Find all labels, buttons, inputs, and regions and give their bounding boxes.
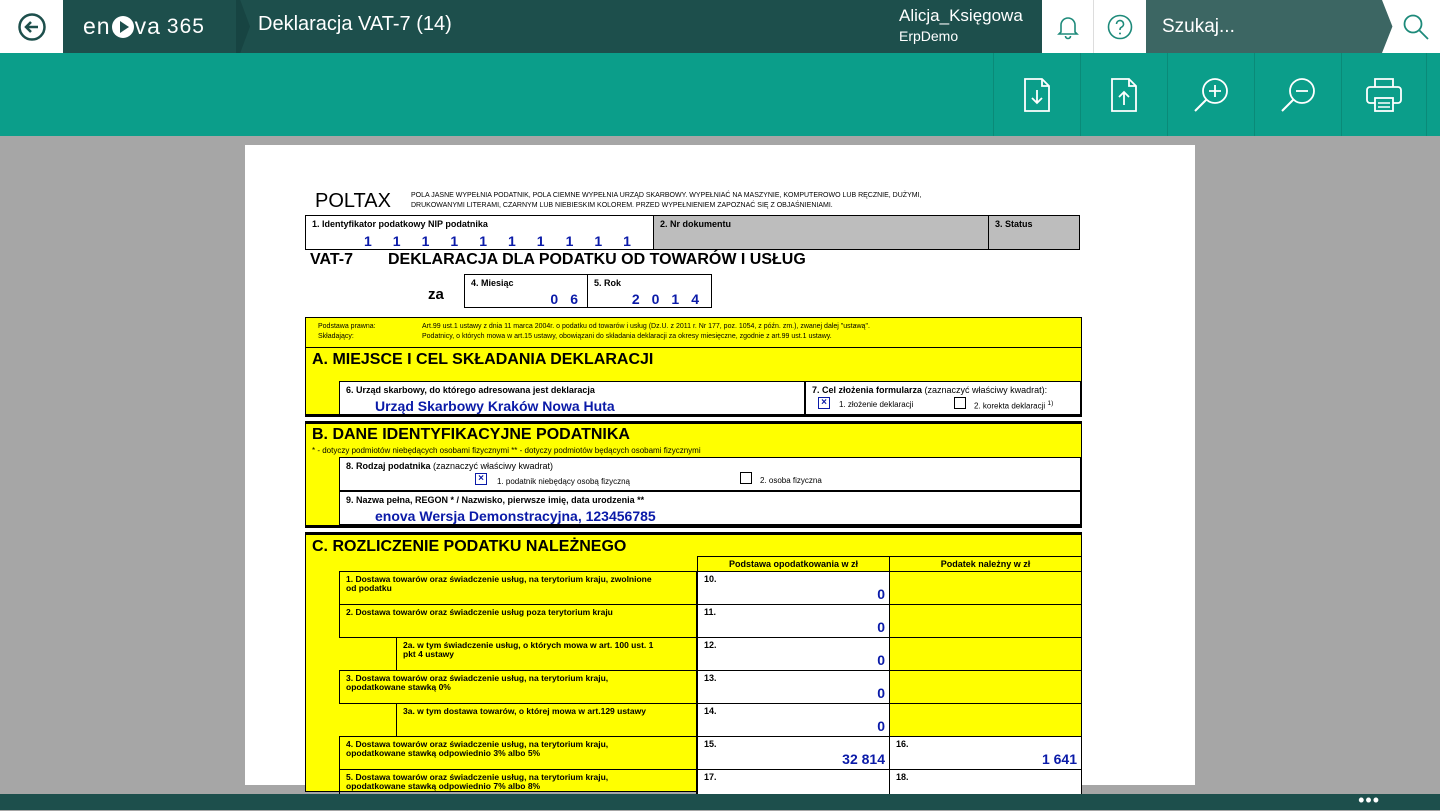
zoom-in-icon: [1192, 76, 1230, 114]
back-arrow-icon: [17, 12, 47, 42]
period-label: za: [428, 286, 444, 303]
app-bar: [0, 790, 1440, 810]
purpose-option-2-label: 2. korekta deklaracji: [974, 401, 1046, 411]
month-value: [550, 291, 578, 307]
tax-due-cell: [889, 637, 1082, 671]
poltax-label: POLTAX: [315, 190, 391, 212]
field-number: 14.: [704, 706, 717, 716]
zoom-out-button[interactable]: [1254, 53, 1340, 136]
row-description-text: 2. Dostawa towarów oraz świadczenie usług poza terytorium kraju: [346, 607, 613, 617]
taxpayer-name-field[interactable]: [339, 491, 1081, 525]
page-title: Deklaracja VAT-7 (14): [258, 13, 452, 35]
user-info[interactable]: [899, 6, 1023, 44]
tax-base-cell[interactable]: [697, 736, 890, 770]
section-a-title: A. MIEJSCE I CEL SKŁADANIA DEKLARACJI: [312, 351, 654, 368]
document-viewer[interactable]: [5, 141, 1435, 789]
document-number-field: [653, 215, 990, 250]
print-button[interactable]: [1341, 53, 1427, 136]
user-name: Alicja_Księgowa: [899, 6, 1023, 25]
instructions-line-1: POLA JASNE WYPEŁNIA PODATNIK, POLA CIEMNE WYPEŁNIA URZĄD SKARBOWY. WYPEŁNIAĆ NA MASZYNIE, KOMPUTEROWO LUB RĘCZNIE, DUŻYMI,: [411, 192, 922, 199]
tax-due-cell: [889, 571, 1082, 605]
taxpayer-name-value: enova Wersja Demonstracyjna, 123456785: [375, 508, 656, 524]
tax-base-cell[interactable]: [697, 571, 890, 605]
digit: 0: [550, 291, 559, 307]
document-toolbar: [0, 53, 1440, 136]
document-page: [245, 145, 1195, 791]
field-number: 17.: [704, 772, 717, 782]
tax-due-cell: [889, 703, 1082, 737]
taxpayer-type-hint: (zaznaczyć właściwy kwadrat): [433, 461, 554, 471]
digit: 1: [536, 233, 545, 249]
year-label: 5. Rok: [594, 278, 622, 288]
tax-base-cell[interactable]: [697, 670, 890, 704]
form-title: DEKLARACJA DLA PODATKU OD TOWARÓW I USŁUG: [388, 251, 806, 268]
tax-due-cell: [889, 604, 1082, 638]
logo-suffix: 365: [166, 14, 205, 38]
row-description-text: 5. Dostawa towarów oraz świadczenie usług, na terytorium kraju, opodatkowane stawką odpowiednio 7% albo 8%: [346, 772, 609, 791]
purpose-label: 7. Cel złożenia formularza: [812, 385, 923, 395]
taxpayer-type-option-1-checkbox[interactable]: ×: [475, 473, 487, 485]
form-instructions: [411, 191, 971, 211]
section-b-title: B. DANE IDENTYFIKACYJNE PODATNIKA: [312, 426, 630, 443]
purpose-option-2-checkbox[interactable]: [954, 397, 966, 409]
status-label: 3. Status: [995, 219, 1033, 229]
tax-base-cell[interactable]: [697, 703, 890, 737]
taxpayer-type-option-2-checkbox[interactable]: [740, 472, 752, 484]
field-number: 10.: [704, 574, 717, 584]
tax-due-value: 1 641: [1041, 751, 1077, 767]
digit: 1: [565, 233, 574, 249]
tax-due-column-header: Podatek należny w zł: [889, 556, 1082, 573]
breadcrumb-separator: [236, 0, 250, 53]
row-description-text: 2a. w tym świadczenie usług, o których mowa w art. 100 ust. 1 pkt 4 ustawy: [403, 640, 654, 659]
legal-basis-text: Art.99 ust.1 ustawy z dnia 11 marca 2004r. o podatku od towarów i usług (Dz.U. z 2011 r. Nr 177, poz. 1054, z późn. zm.), zwanej dalej "ustawą".: [422, 323, 870, 330]
search-input[interactable]: [1146, 0, 1386, 53]
row-description-text: 3. Dostawa towarów oraz świadczenie usług, na terytorium kraju, opodatkowane stawką 0%: [346, 673, 609, 692]
section-c-title: C. ROZLICZENIE PODATKU NALEŻNEGO: [312, 538, 627, 555]
legal-basis-label: Podstawa prawna:: [318, 323, 376, 330]
digit: 1: [507, 233, 516, 249]
purpose-field: [805, 381, 1081, 415]
app-logo: [63, 0, 243, 53]
instructions-line-2: DRUKOWANYMI LITERAMI, CZARNYM LUB NIEBIESKIM KOLOREM. PRZED WYPEŁNIENIEM ZAPOZNAĆ SIĘ Z OBJAŚNIENIAMI.: [411, 202, 833, 209]
help-icon: [1107, 14, 1133, 40]
digit: 1: [671, 291, 680, 307]
top-bar: [0, 0, 1440, 53]
logo-text-start: en: [83, 13, 111, 39]
digit: 1: [594, 233, 603, 249]
form-code: VAT-7: [310, 251, 353, 268]
purpose-footnote: 1): [1047, 400, 1054, 407]
taxpayer-name-label: 9. Nazwa pełna, REGON * / Nazwisko, pierwsze imię, data urodzenia **: [346, 495, 645, 505]
table-row-description: [339, 736, 697, 770]
legal-basis-box: [305, 317, 1082, 349]
download-icon: [1022, 77, 1052, 113]
purpose-option-1-checkbox[interactable]: ×: [818, 397, 830, 409]
tax-office-label: 6. Urząd skarbowy, do którego adresowana jest deklaracja: [346, 385, 595, 395]
table-row-description: [339, 670, 697, 704]
tax-office-field[interactable]: [339, 381, 805, 415]
tax-base-cell[interactable]: [697, 637, 890, 671]
digit: 1: [623, 233, 631, 249]
digit: 1: [421, 233, 430, 249]
nip-value: [364, 233, 631, 249]
tax-office-value: Urząd Skarbowy Kraków Nowa Huta: [375, 398, 615, 414]
digit: 1: [479, 233, 487, 249]
field-number: 16.: [896, 739, 909, 749]
field-number: 11.: [704, 607, 717, 617]
section-b: [305, 421, 1082, 528]
taxpayer-type-field: [339, 457, 1081, 491]
taxpayer-type-option-2-label: 2. osoba fizyczna: [760, 476, 822, 485]
digit: 0: [651, 291, 660, 307]
bell-icon: [1056, 14, 1080, 40]
more-options-button[interactable]: •••: [1358, 790, 1380, 810]
tax-base-value: 0: [877, 718, 885, 734]
digit: 1: [392, 233, 401, 249]
taxpayer-type-option-1-label: 1. podatnik niebędący osobą fizyczną: [497, 477, 630, 486]
digit: 1: [450, 233, 459, 249]
section-b-note: * - dotyczy podmiotów niebędących osobami fizycznymi ** - dotyczy podmiotów będących osobami fizycznymi: [312, 446, 701, 455]
tax-base-column-header: Podstawa opodatkowania w zł: [697, 556, 890, 573]
field-number: 15.: [704, 739, 717, 749]
upload-icon: [1109, 77, 1139, 113]
filer-label: Składający:: [318, 333, 354, 340]
status-field: [988, 215, 1080, 250]
row-description-text: 3a. w tym dostawa towarów, o której mowa w art.129 ustawy: [403, 706, 646, 716]
zoom-in-button[interactable]: [1167, 53, 1253, 136]
help-button[interactable]: [1094, 0, 1146, 53]
row-description-text: 1. Dostawa towarów oraz świadczenie usług, na terytorium kraju, zwolnione od podatku: [346, 574, 652, 593]
month-field[interactable]: [464, 274, 589, 308]
table-row-description: [339, 604, 697, 638]
purpose-hint: (zaznaczyć właściwy kwadrat):: [924, 385, 1048, 395]
section-a: [305, 347, 1082, 417]
field-number: 13.: [704, 673, 717, 683]
digit: 2: [631, 291, 640, 307]
tax-base-value: 0: [877, 652, 885, 668]
year-value: [632, 291, 699, 307]
digit: 4: [691, 291, 699, 307]
tax-base-value: 0: [877, 619, 885, 635]
tax-due-cell: [889, 670, 1082, 704]
month-label: 4. Miesiąc: [471, 278, 514, 288]
back-button[interactable]: [0, 0, 63, 53]
tax-due-cell[interactable]: [889, 736, 1082, 770]
download-button[interactable]: [993, 53, 1079, 136]
nip-label: 1. Identyfikator podatkowy NIP podatnika: [312, 219, 488, 229]
filer-text: Podatnicy, o których mowa w art.15 ustawy, obowiązani do składania deklaracji za okresy miesięczne, zgodnie z art.99 ust.1 ustawy.: [422, 333, 832, 340]
tax-base-cell[interactable]: [697, 604, 890, 638]
logo-play-icon: [112, 16, 134, 38]
field-number: 12.: [704, 640, 717, 650]
digit: 6: [570, 291, 578, 307]
notifications-button[interactable]: [1042, 0, 1094, 53]
tax-base-value: 0: [877, 685, 885, 701]
nip-field[interactable]: [305, 215, 655, 250]
user-database: ErpDemo: [899, 28, 959, 44]
print-icon: [1365, 77, 1403, 113]
section-c: [305, 532, 1082, 792]
field-number: 18.: [896, 772, 909, 782]
upload-button[interactable]: [1080, 53, 1166, 136]
taxpayer-type-label: 8. Rodzaj podatnika: [346, 461, 431, 471]
table-row-description: [396, 703, 697, 737]
logo-text-end: va: [134, 13, 161, 39]
zoom-out-icon: [1279, 76, 1317, 114]
purpose-option-1-label: 1. złożenie deklaracji: [839, 400, 914, 409]
digit: 1: [364, 233, 372, 249]
table-row-description: [339, 571, 697, 605]
table-row-description: [396, 637, 697, 671]
tax-base-value: 0: [877, 586, 885, 602]
year-field[interactable]: [587, 274, 712, 308]
row-description-text: 4. Dostawa towarów oraz świadczenie usług, na terytorium kraju, opodatkowane stawką odpowiednio 3% albo 5%: [346, 739, 609, 758]
document-number-label: 2. Nr dokumentu: [660, 219, 732, 229]
tax-base-value: 32 814: [842, 751, 885, 767]
search-icon: [1402, 13, 1430, 41]
